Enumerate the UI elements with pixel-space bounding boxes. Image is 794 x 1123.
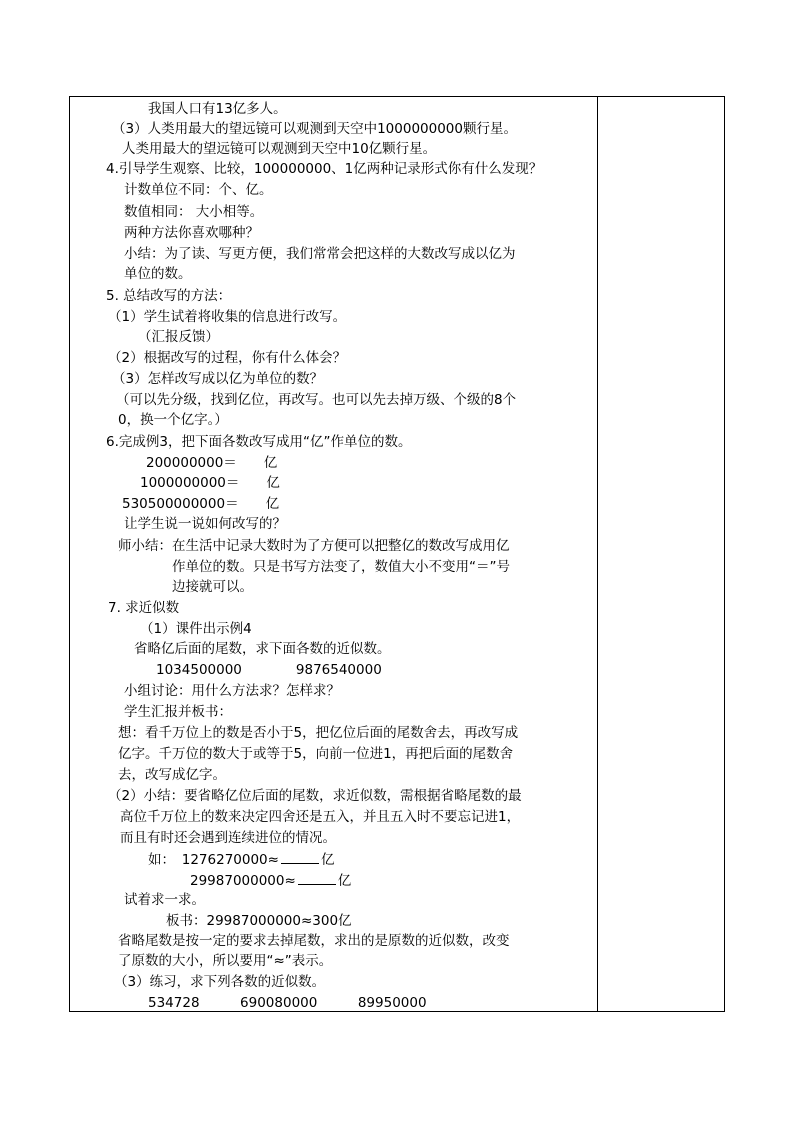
text-line: 534728 690080000 89950000 [148,995,427,1011]
text-line: （汇报反馈） [138,329,219,345]
example-expression: 29987000000≈ [190,873,296,889]
text-line: 让学生说一说如何改写的？ [124,516,286,532]
text-line: 1000000000＝ 亿 [140,475,280,491]
text-line: 5. 总结改写的方法： [106,288,232,304]
text-line: 7. 求近似数 [108,600,180,616]
text-line: 省略亿后面的尾数，求下面各数的近似数。 [134,641,391,657]
text-line: 530500000000＝ 亿 [122,496,280,512]
text-line: 而且有时还会遇到连续进位的情况。 [120,830,336,846]
text-line: （2）根据改写的过程，你有什么体会？ [108,350,347,366]
text-line: 高位千万位上的数来决定四舍还是五入，并且五入时不要忘记进1， [120,809,521,825]
text-line: 小组讨论：用什么方法求？怎样求？ [124,683,340,699]
text-line: 边接就可以。 [172,579,253,595]
text-line: 去，改写成亿字。 [118,767,226,783]
text-line: 学生汇报并板书： [124,704,232,720]
text-line: 1034500000 9876540000 [156,662,382,678]
unit-text: 亿 [320,852,335,868]
text-line: 试着求一求。 [124,892,205,908]
text-line: （3）练习，求下列各数的近似数。 [114,974,326,990]
text-line: 单位的数。 [124,266,192,282]
unit-text: 亿 [337,873,352,889]
text-line: 人类用最大的望远镜可以观测到天空中10亿颗行星。 [122,141,437,157]
text-line: 4.引导学生观察、比较，100000000、1亿两种记录形式你有什么发现？ [106,161,543,177]
text-line: 数值相同： 大小相等。 [124,204,264,220]
text-line: 我国人口有13亿多人。 [148,101,287,117]
text-line: 板书：29987000000≈300亿 [166,913,352,929]
text-line: 200000000＝ 亿 [146,455,278,471]
text-line: 两种方法你喜欢哪种？ [124,225,259,241]
text-line: （1）学生试着将收集的信息进行改写。 [108,309,347,325]
text-line: 想：看千万位上的数是否小于5，把亿位后面的尾数舍去，再改写成 [118,725,519,741]
text-line: （2）小结：要省略亿位后面的尾数，求近似数，需根据省略尾数的最 [108,788,522,804]
text-line: 作单位的数。只是书写方法变了，数值大小不变用“＝”号 [172,559,510,575]
text-line: 亿字。千万位的数大于或等于5，向前一位进1，再把后面的尾数舍 [118,746,514,762]
example-expression: 如： 1276270000≈ [148,852,279,868]
answer-blank [298,871,336,885]
text-line: （3）人类用最大的望远镜可以观测到天空中1000000000颗行星。 [112,121,517,137]
text-line: 小结：为了读、写更方便，我们常常会把这样的大数改写成以亿为 [124,246,516,262]
text-line [190,871,351,890]
answer-blank [281,850,319,864]
text-line: （1）课件出示例4 [140,621,252,637]
text-line: （可以先分级，找到亿位，再改写。也可以先去掉万级、个级的8个 [116,392,517,408]
text-line: 了原数的大小，所以要用“≈”表示。 [118,953,333,969]
text-line: 师小结：在生活中记录大数时为了方便可以把整亿的数改写成用亿 [118,538,510,554]
text-line: 省略尾数是按一定的要求去掉尾数，求出的是原数的近似数，改变 [118,933,510,949]
text-line: 计数单位不同：个、亿。 [124,182,273,198]
text-line [148,850,334,869]
text-line: 0，换一个亿字。） [118,412,228,428]
text-line: 6.完成例3，把下面各数改写成用“亿”作单位的数。 [106,434,412,450]
column-divider [597,97,598,1011]
text-line: （3）怎样改写成以亿为单位的数？ [112,371,324,387]
